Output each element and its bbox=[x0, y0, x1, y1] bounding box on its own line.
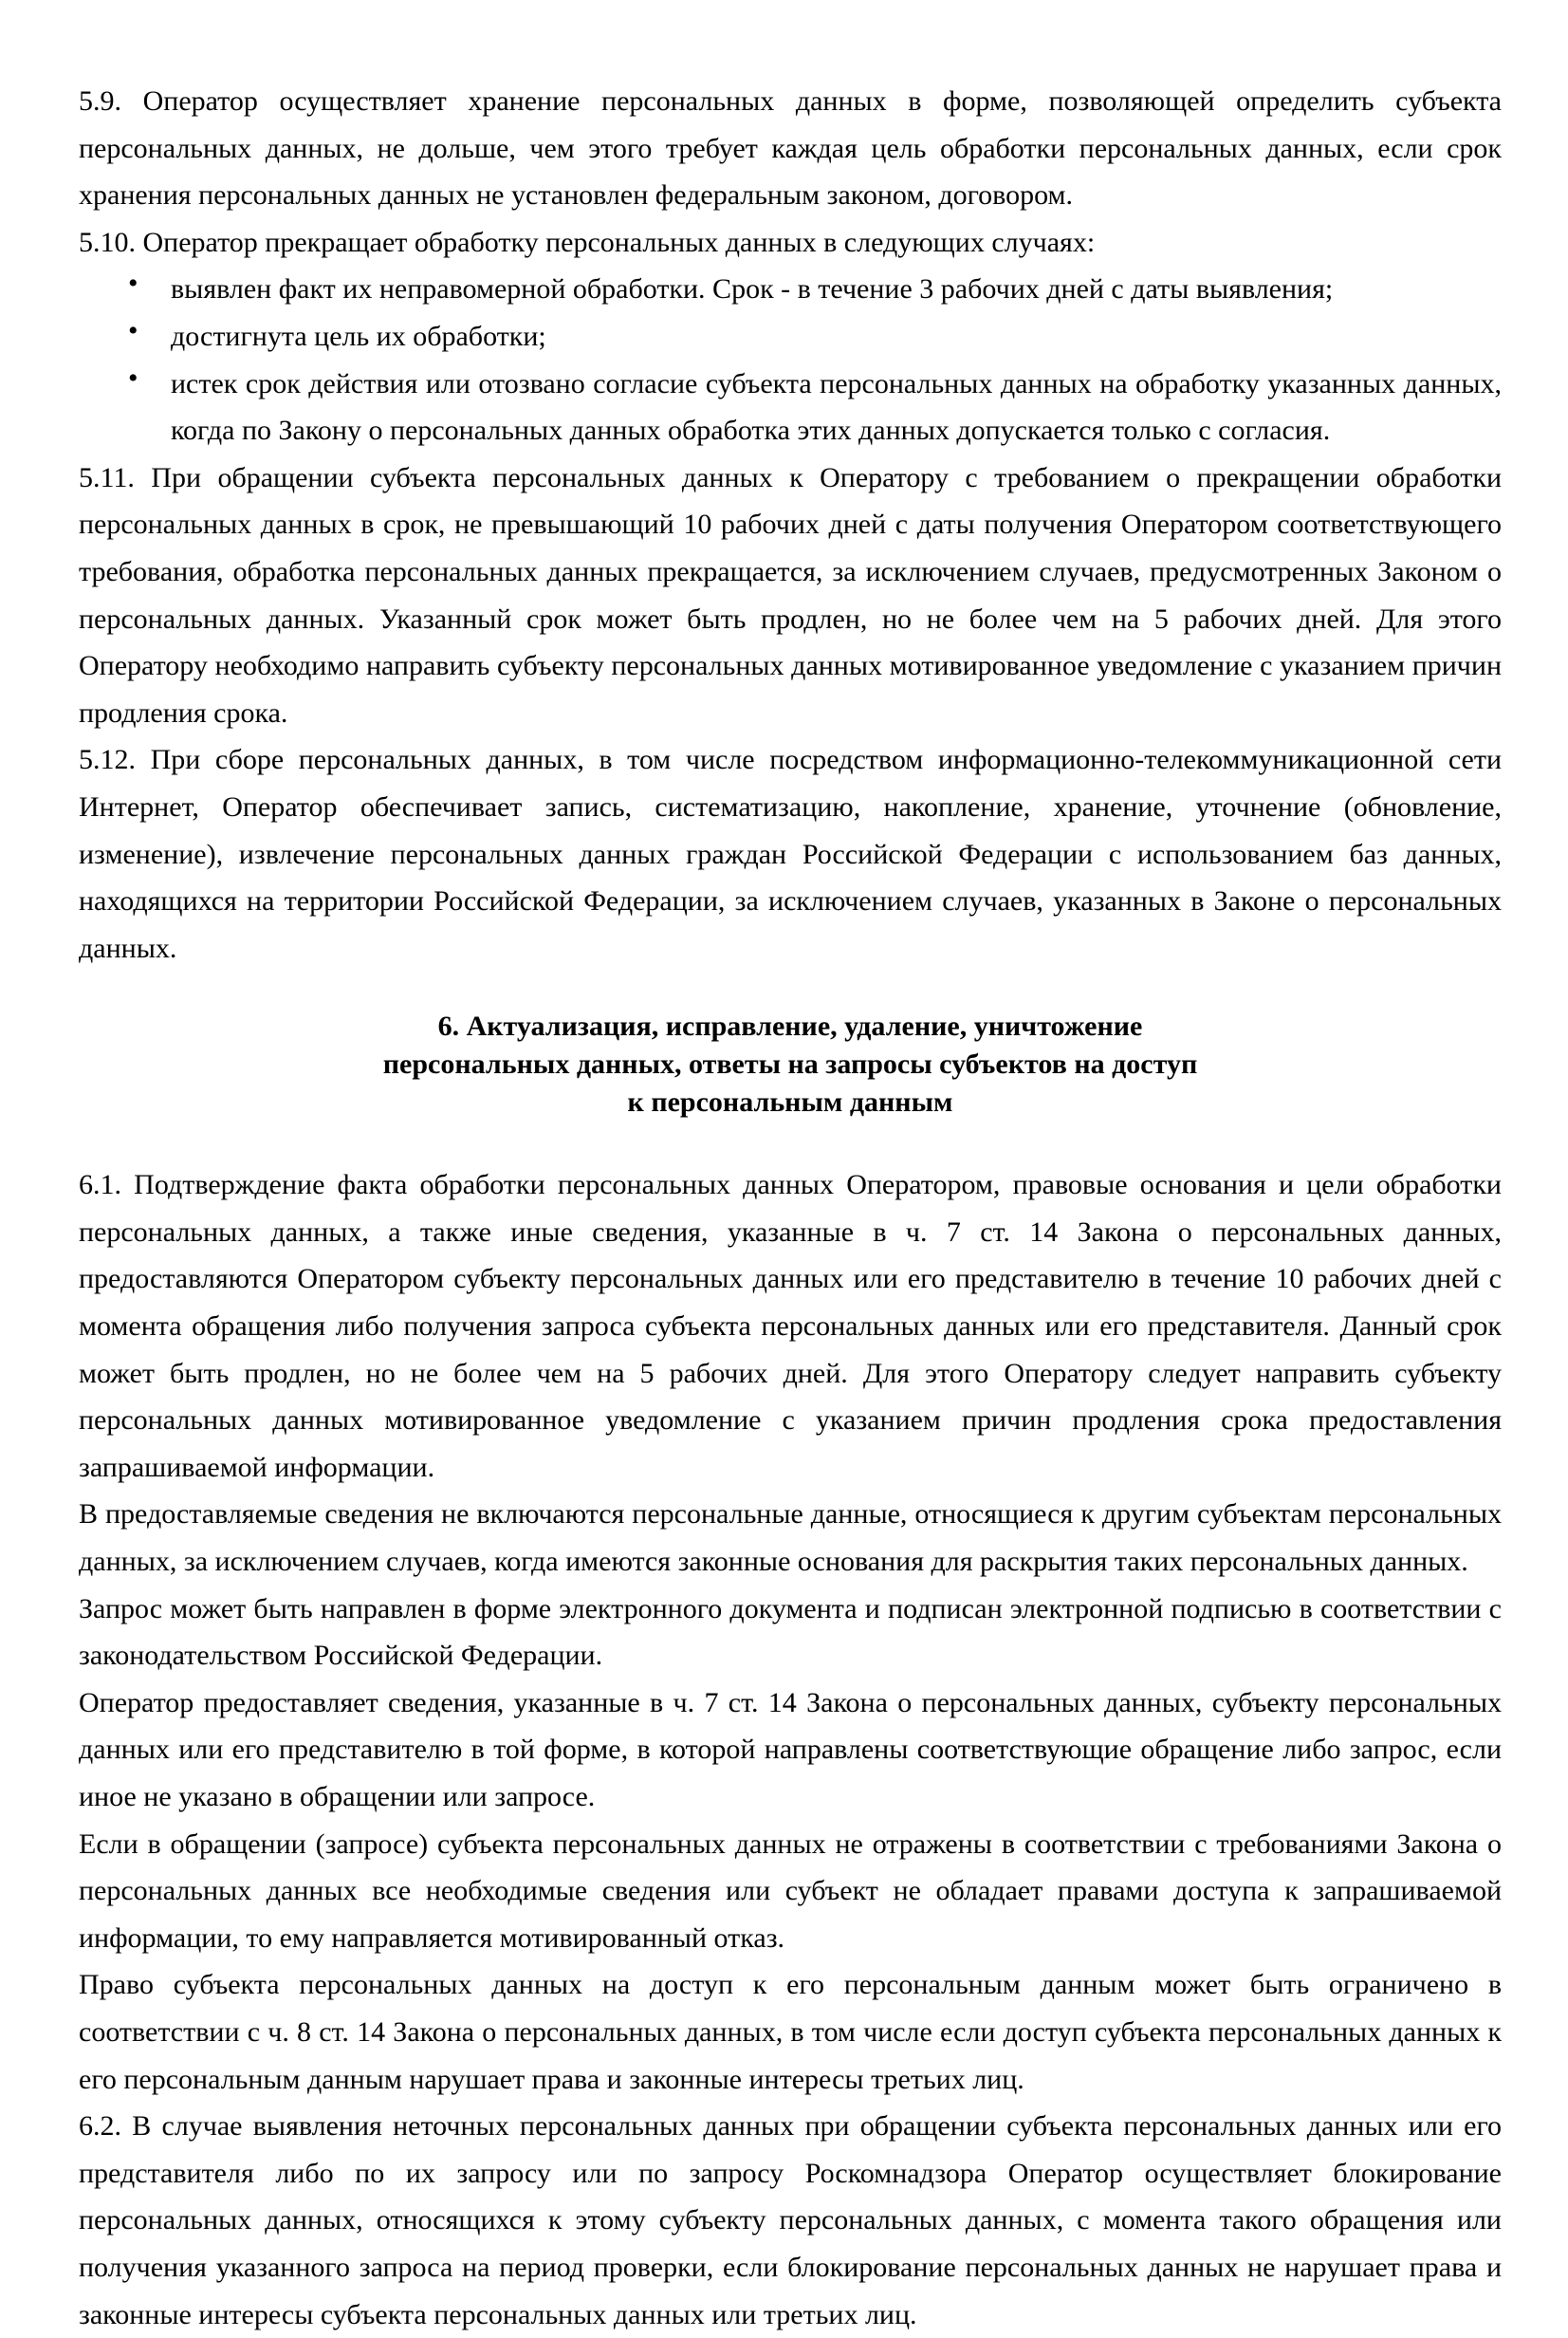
paragraph: В предоставляемые сведения не включаются персональные данные, относящиеся к другим субъектам персональных данных, за исключением случаев, когда имеются законные основания для раскрытия таких персональных данных. bbox=[79, 1498, 1502, 1578]
paragraph: Оператор предоставляет сведения, указанные в ч. 7 ст. 14 Закона о персональных данных, субъекту персональных данных или его представителю в той форме, в которой направлены соответствующие обращение либо запрос, если иное не указано в обращении или запросе. bbox=[79, 1686, 1502, 1812]
bullet-icon: • bbox=[128, 268, 138, 300]
paragraph: Право субъекта персональных данных на доступ к его персональным данным может быть ограничено в соответствии с ч. 8 ст. 14 Закона о персональных данных, в том числе если доступ субъекта персональных данных к его персональным данным нарушает права и законные интересы третьих лиц. bbox=[79, 1969, 1502, 2095]
paragraph-5-11: 5.11. При обращении субъекта персональных данных к Оператору с требованием о прекращении обработки персональных данных в срок, не превышающий 10 рабочих дней с даты получения Оператором соответствующего требования, обработка персональных данных прекращается, за исключением случаев, предусмотренных Законом о персональных данных. Указанный срок может быть продлен, но не более чем на 5 рабочих дней. Для этого Оператору необходимо направить субъекту персональных данных мотивированное уведомление с указанием причин продления срока. bbox=[79, 461, 1502, 729]
paragraph: Запрос может быть направлен в форме электронного документа и подписан электронной подписью в соответствии с законодательством Российской Федерации. bbox=[79, 1592, 1502, 1672]
list-item bbox=[79, 361, 1502, 455]
list-item bbox=[79, 266, 1502, 313]
list-item-text: достигнута цель их обработки; bbox=[171, 320, 546, 352]
list-item-text: истек срок действия или отозвано согласие субъекта персональных данных на обработку указанных данных, когда по Закону о персональных данных обработка этих данных допускается только с согласия. bbox=[171, 367, 1502, 447]
termination-cases-list bbox=[79, 266, 1502, 454]
heading-line: персональных данных, ответы на запросы субъектов на доступ bbox=[382, 1048, 1198, 1081]
document-page bbox=[79, 78, 1502, 2338]
heading-line: 6. Актуализация, исправление, удаление, уничтожение bbox=[437, 1011, 1143, 1043]
paragraph-5-10: 5.10. Оператор прекращает обработку персональных данных в следующих случаях: bbox=[79, 226, 1096, 258]
paragraph-5-12: 5.12. При сборе персональных данных, в том числе посредством информационно-телекоммуникационной сети Интернет, Оператор обеспечивает запись, систематизацию, накопление, хранение, уточнение (обновление, изменение), извлечение персональных данных граждан Российской Федерации с использованием баз данных, находящихся на территории Российской Федерации, за исключением случаев, указанных в Законе о персональных данных. bbox=[79, 744, 1502, 964]
section-6-heading bbox=[79, 1008, 1502, 1122]
paragraph: Если в обращении (запросе) субъекта персональных данных не отражены в соответствии с требованиями Закона о персональных данных все необходимые сведения или субъект не обладает правами доступа к запрашиваемой информации, то ему направляется мотивированный отказ. bbox=[79, 1828, 1502, 1954]
paragraph-6-2: 6.2. В случае выявления неточных персональных данных при обращении субъекта персональных данных или его представителя либо по их запросу или по запросу Роскомнадзора Оператор осуществляет блокирование персональных данных, относящихся к этому субъекту персональных данных, с момента такого обращения или получения указанного запроса на период проверки, если блокирование персональных данных не нарушает права и законные интересы субъекта персональных данных или третьих лиц. bbox=[79, 2110, 1502, 2330]
bullet-icon: • bbox=[128, 362, 138, 394]
paragraph-5-9: 5.9. Оператор осуществляет хранение персональных данных в форме, позволяющей определить субъекта персональных данных, не дольше, чем этого требует каждая цель обработки персональных данных, если срок хранения персональных данных не установлен федеральным законом, договором. bbox=[79, 85, 1502, 212]
list-item bbox=[79, 313, 1502, 361]
paragraph-6-1: 6.1. Подтверждение факта обработки персональных данных Оператором, правовые основания и цели обработки персональных данных, а также иные сведения, указанные в ч. 7 ст. 14 Закона о персональных данных, предоставляются Оператором субъекту персональных данных или его представителю в течение 10 рабочих дней с момента обращения либо получения запроса субъекта персональных данных или его представителя. Данный срок может быть продлен, но не более чем на 5 рабочих дней. Для этого Оператору следует направить субъекту персональных данных мотивированное уведомление с указанием причин продления срока предоставления запрашиваемой информации. bbox=[79, 1169, 1502, 1483]
bullet-icon: • bbox=[128, 314, 138, 346]
heading-line: к персональным данным bbox=[627, 1086, 953, 1119]
list-item-text: выявлен факт их неправомерной обработки. Срок - в течение 3 рабочих дней с даты выявления; bbox=[171, 273, 1334, 306]
